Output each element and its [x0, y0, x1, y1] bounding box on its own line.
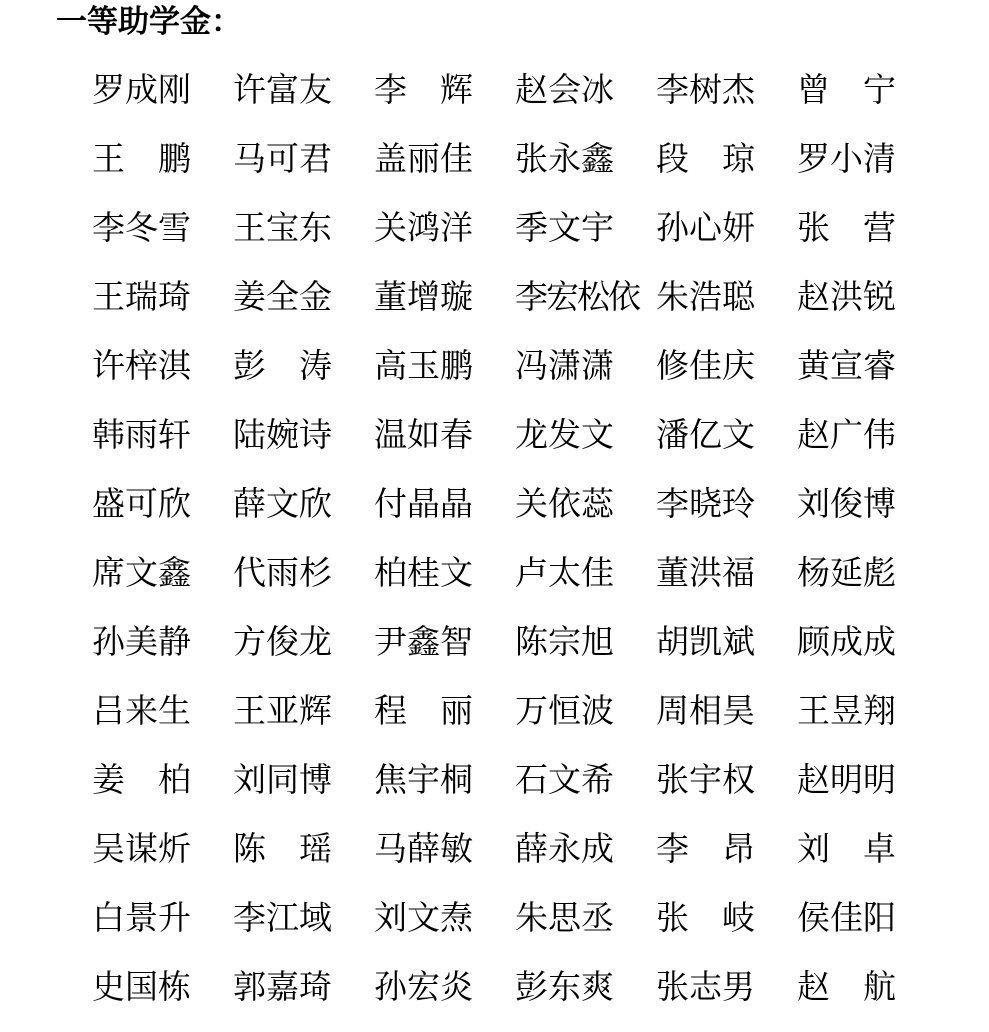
- name-cell: [92, 139, 233, 179]
- recipient-name: 张志男: [656, 966, 755, 1006]
- recipient-name: 陈 瑶: [233, 828, 332, 868]
- recipient-name: 段 琼: [656, 138, 755, 178]
- name-cell: [515, 208, 656, 248]
- recipient-name: 罗成刚: [92, 69, 191, 109]
- recipient-name: 吕来生: [92, 690, 191, 730]
- name-cell: [656, 70, 797, 110]
- recipient-name: 焦宇桐: [374, 759, 473, 799]
- name-cell: [515, 346, 656, 386]
- recipient-name: 张 营: [797, 207, 896, 247]
- recipient-name: 龙发文: [515, 414, 614, 454]
- recipient-name: 席文鑫: [92, 552, 191, 592]
- recipient-name: 许梓淇: [92, 345, 191, 385]
- recipient-name: 王 鹏: [92, 138, 191, 178]
- name-row: [92, 676, 912, 745]
- recipient-name: 程 丽: [374, 690, 473, 730]
- recipient-name: 温如春: [374, 414, 473, 454]
- recipient-name: 顾成成: [797, 621, 896, 661]
- recipient-name: 史国栋: [92, 966, 191, 1006]
- recipient-name: 方俊龙: [233, 621, 332, 661]
- recipient-name: 彭 涛: [233, 345, 332, 385]
- name-cell: [92, 622, 233, 662]
- recipient-name: 黄宣睿: [797, 345, 896, 385]
- recipient-name: 潘亿文: [656, 414, 755, 454]
- name-cell: [515, 277, 656, 317]
- name-cell: [515, 70, 656, 110]
- name-cell: [92, 967, 233, 1007]
- recipient-name: 李 辉: [374, 69, 473, 109]
- name-cell: [233, 829, 374, 869]
- recipient-name: 陆婉诗: [233, 414, 332, 454]
- name-cell: [92, 898, 233, 938]
- name-cell: [233, 553, 374, 593]
- recipient-name: 王昱翔: [797, 690, 896, 730]
- recipient-name: 薛永成: [515, 828, 614, 868]
- name-cell: [374, 967, 515, 1007]
- recipient-name-grid: [92, 55, 912, 1021]
- recipient-name: 赵 航: [797, 966, 896, 1006]
- name-row: [92, 55, 912, 124]
- name-cell: [233, 898, 374, 938]
- recipient-name: 高玉鹏: [374, 345, 473, 385]
- name-cell: [374, 829, 515, 869]
- recipient-name: 张宇权: [656, 759, 755, 799]
- name-cell: [233, 208, 374, 248]
- name-cell: [515, 622, 656, 662]
- name-cell: [797, 484, 909, 524]
- recipient-name: 李 昂: [656, 828, 755, 868]
- name-cell: [374, 553, 515, 593]
- name-cell: [92, 760, 233, 800]
- recipient-name: 盖丽佳: [374, 138, 473, 178]
- name-cell: [92, 691, 233, 731]
- name-row: [92, 193, 912, 262]
- recipient-name: 杨延彪: [797, 552, 896, 592]
- name-cell: [797, 553, 909, 593]
- name-cell: [656, 691, 797, 731]
- recipient-name: 李江域: [233, 897, 332, 937]
- name-row: [92, 124, 912, 193]
- name-row: [92, 469, 912, 538]
- recipient-name: 周相昊: [656, 690, 755, 730]
- name-cell: [656, 415, 797, 455]
- name-row: [92, 814, 912, 883]
- recipient-name: 许富友: [233, 69, 332, 109]
- name-cell: [92, 415, 233, 455]
- name-cell: [797, 415, 909, 455]
- recipient-name: 韩雨轩: [92, 414, 191, 454]
- recipient-name: 柏桂文: [374, 552, 473, 592]
- recipient-name: 刘文焘: [374, 897, 473, 937]
- recipient-name: 孙美静: [92, 621, 191, 661]
- name-cell: [797, 208, 909, 248]
- name-cell: [797, 967, 909, 1007]
- recipient-name: 卢太佳: [515, 552, 614, 592]
- recipient-name: 尹鑫智: [374, 621, 473, 661]
- recipient-name: 李冬雪: [92, 207, 191, 247]
- recipient-name: 王宝东: [233, 207, 332, 247]
- recipient-name: 季文宇: [515, 207, 614, 247]
- name-cell: [233, 415, 374, 455]
- recipient-name: 赵洪锐: [797, 276, 896, 316]
- name-cell: [797, 622, 909, 662]
- recipient-name: 关鸿洋: [374, 207, 473, 247]
- name-row: [92, 952, 912, 1021]
- name-cell: [797, 277, 909, 317]
- recipient-name: 陈宗旭: [515, 621, 614, 661]
- name-cell: [92, 208, 233, 248]
- recipient-name: 张永鑫: [515, 138, 614, 178]
- recipient-name: 董增璇: [374, 276, 473, 316]
- name-cell: [374, 277, 515, 317]
- name-cell: [515, 760, 656, 800]
- name-cell: [92, 553, 233, 593]
- recipient-name: 赵会冰: [515, 69, 614, 109]
- name-cell: [797, 70, 909, 110]
- name-cell: [656, 898, 797, 938]
- name-cell: [656, 208, 797, 248]
- recipient-name: 赵广伟: [797, 414, 896, 454]
- recipient-name: 朱浩聪: [656, 276, 755, 316]
- name-cell: [797, 898, 909, 938]
- recipient-name: 李树杰: [656, 69, 755, 109]
- name-row: [92, 883, 912, 952]
- recipient-name: 盛可欣: [92, 483, 191, 523]
- recipient-name: 刘同博: [233, 759, 332, 799]
- name-cell: [515, 139, 656, 179]
- name-cell: [233, 760, 374, 800]
- name-cell: [797, 760, 909, 800]
- name-cell: [233, 967, 374, 1007]
- name-row: [92, 607, 912, 676]
- recipient-name: 胡凯斌: [656, 621, 755, 661]
- name-cell: [374, 898, 515, 938]
- name-cell: [233, 139, 374, 179]
- name-row: [92, 400, 912, 469]
- name-cell: [233, 277, 374, 317]
- name-cell: [374, 484, 515, 524]
- name-cell: [515, 553, 656, 593]
- recipient-name: 郭嘉琦: [233, 966, 332, 1006]
- name-cell: [92, 484, 233, 524]
- recipient-name: 董洪福: [656, 552, 755, 592]
- name-cell: [92, 829, 233, 869]
- recipient-name: 万恒波: [515, 690, 614, 730]
- recipient-name: 刘俊博: [797, 483, 896, 523]
- recipient-name: 关依蕊: [515, 483, 614, 523]
- recipient-name: 吴谋炘: [92, 828, 191, 868]
- name-cell: [656, 829, 797, 869]
- name-cell: [515, 484, 656, 524]
- name-cell: [656, 139, 797, 179]
- recipient-name: 王亚辉: [233, 690, 332, 730]
- name-cell: [656, 277, 797, 317]
- name-cell: [797, 346, 909, 386]
- recipient-name: 姜 柏: [92, 759, 191, 799]
- recipient-name: 姜全金: [233, 276, 332, 316]
- section-heading: 一等助学金：: [56, 4, 242, 40]
- name-cell: [656, 346, 797, 386]
- recipient-name: 朱思丞: [515, 897, 614, 937]
- name-cell: [656, 967, 797, 1007]
- name-cell: [797, 139, 909, 179]
- name-cell: [374, 70, 515, 110]
- name-cell: [797, 829, 909, 869]
- recipient-name: 李晓玲: [656, 483, 755, 523]
- recipient-name: 赵明明: [797, 759, 896, 799]
- name-cell: [92, 277, 233, 317]
- name-row: [92, 745, 912, 814]
- recipient-name: 石文希: [515, 759, 614, 799]
- recipient-name: 代雨杉: [233, 552, 332, 592]
- recipient-name: 张 岐: [656, 897, 755, 937]
- name-row: [92, 331, 912, 400]
- recipient-name: 刘 卓: [797, 828, 896, 868]
- name-cell: [515, 898, 656, 938]
- name-cell: [92, 70, 233, 110]
- recipient-name: 孙心妍: [656, 207, 755, 247]
- name-cell: [374, 622, 515, 662]
- recipient-name: 马可君: [233, 138, 332, 178]
- recipient-name: 彭东爽: [515, 966, 614, 1006]
- name-cell: [233, 70, 374, 110]
- recipient-name: 白景升: [92, 897, 191, 937]
- name-cell: [374, 208, 515, 248]
- recipient-name: 王瑞琦: [92, 276, 191, 316]
- name-cell: [233, 484, 374, 524]
- name-cell: [656, 622, 797, 662]
- recipient-name: 修佳庆: [656, 345, 755, 385]
- recipient-name: 李宏松依: [515, 276, 639, 316]
- name-cell: [515, 967, 656, 1007]
- name-cell: [374, 760, 515, 800]
- name-cell: [515, 829, 656, 869]
- recipient-name: 罗小清: [797, 138, 896, 178]
- name-cell: [233, 691, 374, 731]
- name-cell: [374, 346, 515, 386]
- name-cell: [656, 553, 797, 593]
- recipient-name: 侯佳阳: [797, 897, 896, 937]
- name-cell: [656, 484, 797, 524]
- name-cell: [374, 139, 515, 179]
- name-cell: [515, 415, 656, 455]
- name-cell: [374, 415, 515, 455]
- name-cell: [92, 346, 233, 386]
- name-row: [92, 262, 912, 331]
- name-cell: [233, 346, 374, 386]
- name-cell: [515, 691, 656, 731]
- name-cell: [797, 691, 909, 731]
- name-cell: [656, 760, 797, 800]
- recipient-name: 冯潇潇: [515, 345, 614, 385]
- recipient-name: 付晶晶: [374, 483, 473, 523]
- name-row: [92, 538, 912, 607]
- name-cell: [233, 622, 374, 662]
- name-cell: [374, 691, 515, 731]
- recipient-name: 曾 宁: [797, 69, 896, 109]
- recipient-name: 薛文欣: [233, 483, 332, 523]
- recipient-name: 孙宏炎: [374, 966, 473, 1006]
- recipient-name: 马薛敏: [374, 828, 473, 868]
